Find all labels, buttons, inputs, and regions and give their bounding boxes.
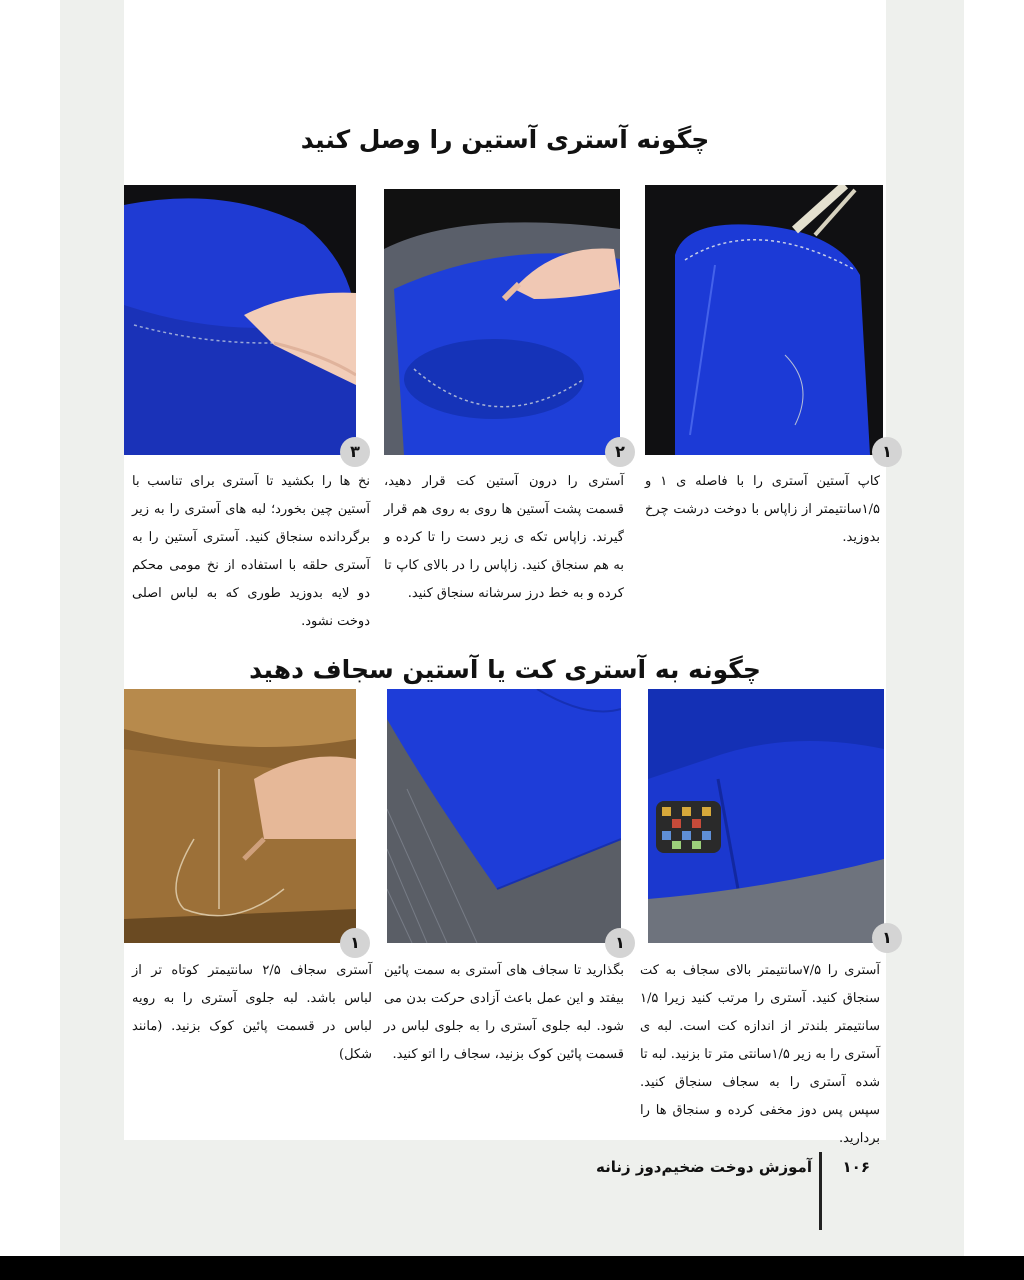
left-margin-strip <box>60 0 124 1256</box>
section-title-hem-lining: چگونه به آستری کت یا آستین سجاف دهید <box>249 655 761 684</box>
lining-over-tweed-photo <box>387 689 621 943</box>
step-caption: بگذارید تا سجاف های آستری به سمت پائین بیفتد و این عمل باعث آزادی حرکت بدن می شود. لبه جلوی آستری را به جلوی لباس در قسمت پائین کوک بزنید، سجاف را اتو کنید. <box>384 963 624 1062</box>
step-number-badge: ۱ <box>872 437 902 467</box>
right-edge <box>964 0 1024 1256</box>
step-caption: کاپ آستین آستری را با فاصله ی ۱ و ۱/۵سانتیمتر از زاپاس با دوخت درشت چرخ بدوزید. <box>645 474 880 545</box>
step-number-badge: ۲ <box>605 437 635 467</box>
step-caption: نخ ها را بکشید تا آستری برای تناسب با آستین چین بخورد؛ لبه های آستری را به زیر برگردانده سنجاق کنید. آستری آستین را به آستری حلقه با استفاده از نخ مومی محکم دو لایه بدوزید طوری که به لباس اصلی دوخت نشود. <box>132 474 370 629</box>
lining-inside-sleeve-photo <box>384 189 620 455</box>
section-title-attach-sleeve-lining: چگونه آستری آستین را وصل کنید <box>300 125 710 154</box>
step-caption: آستری را درون آستین کت قرار دهید، قسمت پشت آستین ها روی به روی هم قرار گیرند. زاپاس تکه ی زیر دست را تا کرده و به هم سنجاق کنید. زاپاس را در بالای کاپ تا کرده و به خط درز سرشانه سنجاق کنید. <box>384 474 624 601</box>
right-margin-strip <box>886 0 964 1256</box>
step-number-badge: ۳ <box>340 437 370 467</box>
footer-divider <box>819 1152 822 1230</box>
hand-stitching-hem-photo <box>124 689 356 943</box>
book-title: آموزش دوخت ضخیم‌دوز زنانه <box>595 1158 812 1176</box>
step-caption: آستری سجاف ۲/۵ سانتیمتر کوتاه تر از لباس باشد. لبه جلوی آستری را به رویه لباس در قسمت پائین کوک بزنید. (مانند شکل) <box>132 963 373 1062</box>
step-number-badge: ۱ <box>605 928 635 958</box>
step-caption: آستری را ۷/۵سانتیمتر بالای سجاف به کت سنجاق کنید. آستری را مرتب کنید زیرا ۱/۵ سانتیمتر بلندتر از اندازه کت است. لبه ی آستری را به زیر ۱/۵سانتی متر تا بزنید. لبه تا شده آستری را به سجاف سنجاق کنید. سپس پس دوز مخفی کرده و سنجاق ها را بردارید. <box>640 963 880 1146</box>
page-number: ۱۰۶ <box>842 1158 870 1176</box>
bottom-bar <box>0 1256 1024 1280</box>
step-number-badge: ۱ <box>340 928 370 958</box>
gathering-sleeve-cap-photo <box>124 185 356 455</box>
step-number-badge: ۱ <box>872 923 902 953</box>
pinning-lining-hem-photo <box>648 689 884 943</box>
blue-sleeve-lining-sewing-photo <box>645 185 883 455</box>
